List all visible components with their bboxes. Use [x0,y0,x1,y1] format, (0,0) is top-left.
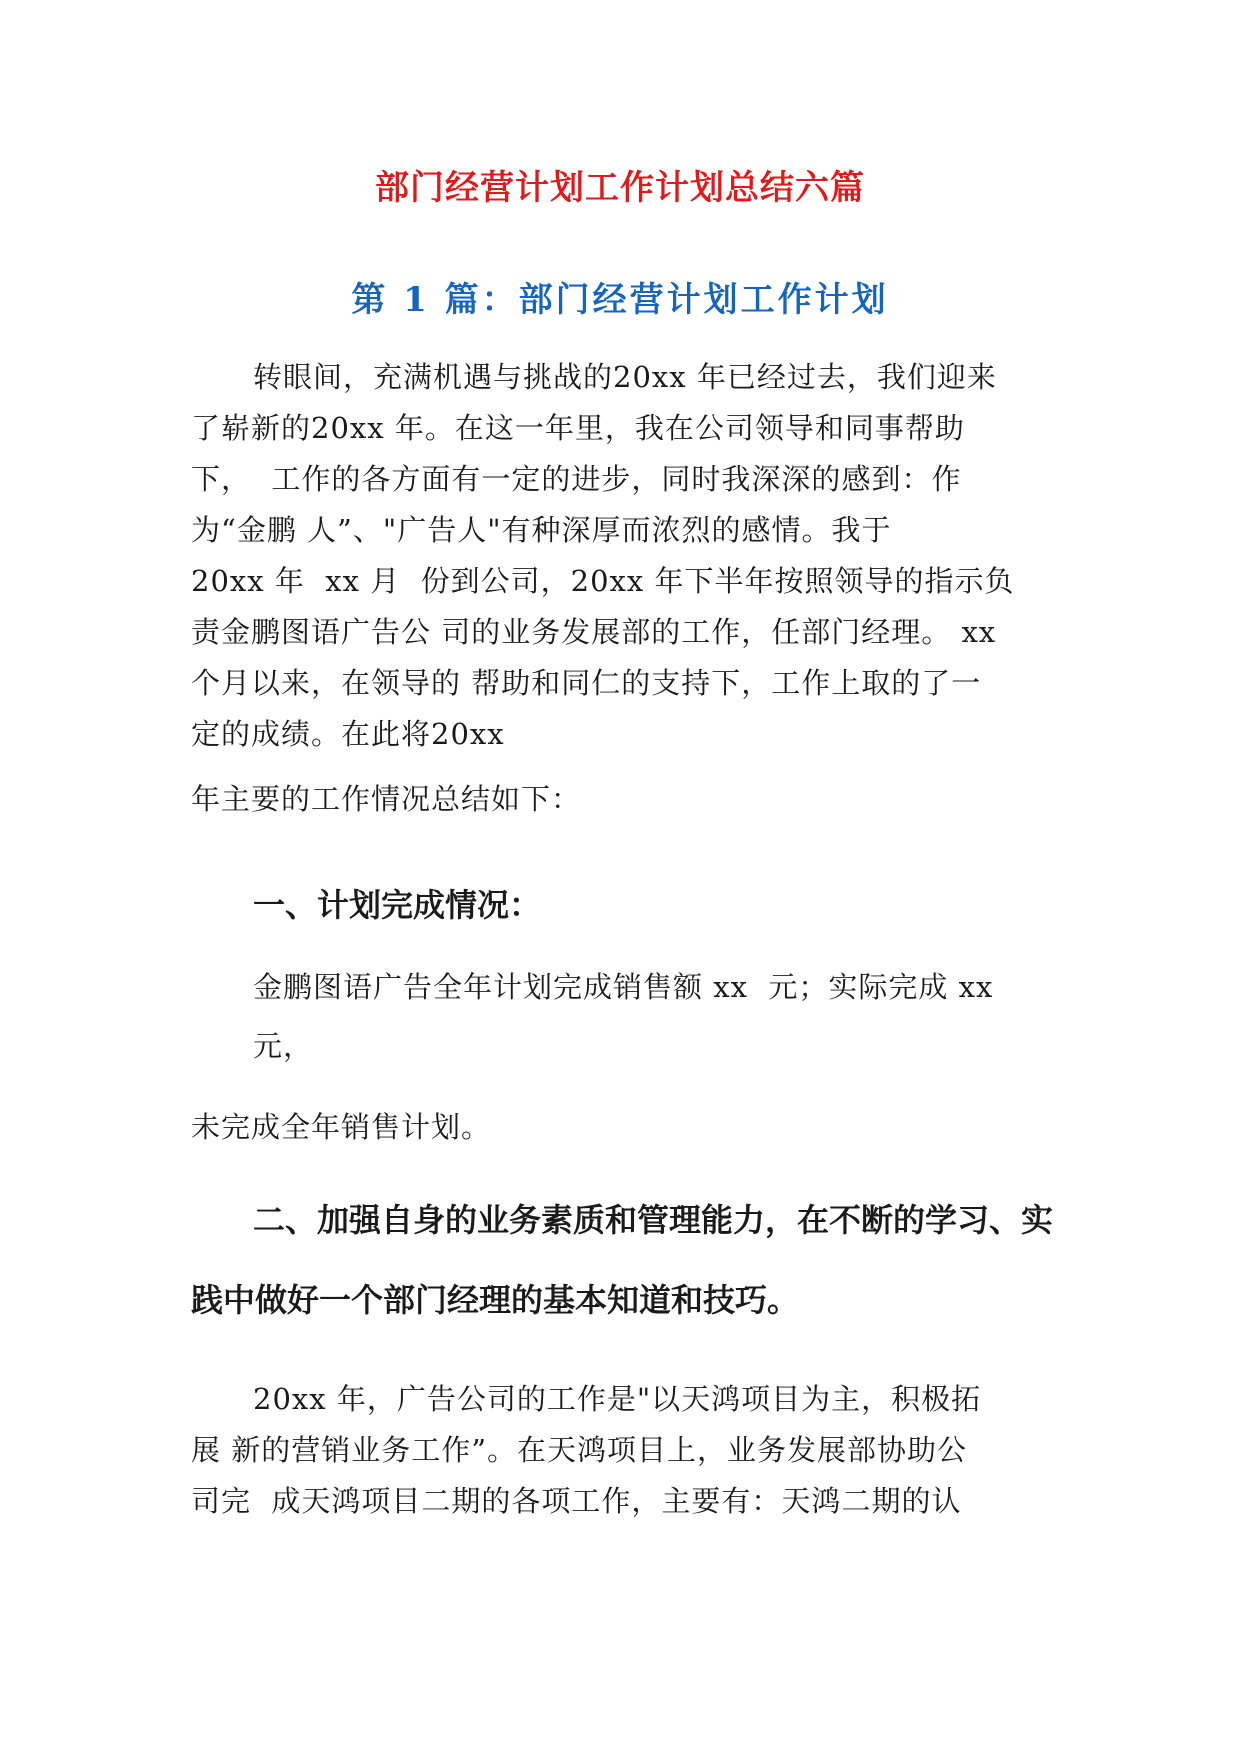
paragraph-line: 年主要的工作情况总结如下： [191,782,582,816]
paragraph-line: 责金鹏图语广告公 司的业务发展部的工作，任部门经理。 xx [191,615,997,649]
section-heading: 二、加强自身的业务素质和管理能力，在不断的学习、实 [253,1201,1054,1239]
paragraph-line: 司完 成天鸿项目二期的各项工作，主要有：天鸿二期的认 [191,1484,962,1518]
paragraph-line: 未完成全年销售计划。 [191,1110,492,1144]
document-subtitle: 第 1 篇：部门经营计划工作计划 [351,280,889,320]
paragraph-line: 展 新的营销业务工作”。在天鸿项目上，业务发展部协助公 [191,1433,968,1467]
section-heading: 践中做好一个部门经理的基本知道和技巧。 [191,1281,800,1319]
paragraph-line: 转眼间，充满机遇与挑战的20xx 年已经过去，我们迎来 [253,360,997,394]
section-heading: 一、计划完成情况： [253,886,542,924]
paragraph-line: 下， 工作的各方面有一定的进步，同时我深深的感到：作 [191,462,962,496]
paragraph-line: 了崭新的20xx 年。在这一年里，我在公司领导和同事帮助 [191,411,965,445]
document-title: 部门经营计划工作计划总结六篇 [375,168,865,208]
paragraph-line: 元， [253,1029,314,1063]
paragraph-line: 个月以来，在领导的 帮助和同仁的支持下，工作上取的了一 [191,666,982,700]
paragraph-line: 为“金鹏 人”、"广告人"有种深厚而浓烈的感情。我于 [191,513,892,547]
paragraph-line: 定的成绩。在此将20xx [191,717,505,751]
paragraph-line: 20xx 年 xx 月 份到公司，20xx 年下半年按照领导的指示负 [191,564,1015,598]
paragraph-line: 金鹏图语广告全年计划完成销售额 xx 元；实际完成 xx [253,970,994,1004]
paragraph-line: 20xx 年，广告公司的工作是"以天鸿项目为主，积极拓 [253,1382,982,1416]
